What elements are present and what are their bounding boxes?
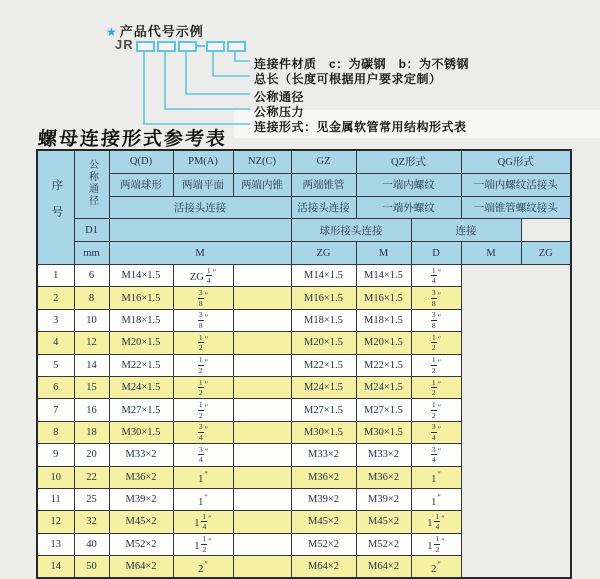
- header-q-sub: 两端球形: [109, 173, 173, 196]
- cell-qg-m: M14×1.5: [356, 264, 411, 286]
- cell-dn: 16: [74, 399, 109, 421]
- cell-m: M52×2: [109, 533, 173, 555]
- cell-zg: 2″: [173, 556, 233, 579]
- cell-dn: 22: [74, 466, 109, 488]
- cell-m: M33×2: [109, 444, 173, 466]
- cell-qg-zg: $\frac{3}{4}$ ″: [411, 421, 461, 443]
- cell-qz-d: M64×2: [291, 556, 356, 579]
- header-qg-r3: 一端锥管螺纹接头: [461, 196, 571, 219]
- cell-qg-m: M20×1.5: [356, 332, 411, 354]
- header-empty-d1: [109, 219, 291, 242]
- cell-seq: 11: [37, 488, 74, 510]
- cell-qz-d: M30×1.5: [291, 421, 356, 443]
- cell-seq: 4: [37, 332, 74, 354]
- header-qz: QZ形式: [356, 150, 461, 173]
- cell-zg: 1 $\frac{1}{4}$ ″: [173, 511, 233, 533]
- diagram-title-text: 产品代号示例: [119, 24, 204, 39]
- cell-qz-d: M22×1.5: [291, 354, 356, 376]
- header-mm: mm: [74, 242, 109, 265]
- label-connection-type: 连接形式：见金属软管常用结构形式表: [254, 120, 467, 134]
- label-connector-material: 连接件材质 c：为碳钢 b：为不锈钢: [254, 57, 470, 71]
- table-row: [37, 511, 571, 533]
- cell-seq: 13: [37, 533, 74, 555]
- table-row: [37, 332, 571, 354]
- cell-zg: $\frac{3}{4}$ ″: [173, 421, 233, 443]
- cell-qz-m: [233, 354, 291, 376]
- cell-dn: 32: [74, 511, 109, 533]
- cell-m: M45×2: [109, 511, 173, 533]
- cell-qz-d: M33×2: [291, 444, 356, 466]
- cell-qz-m: [233, 488, 291, 510]
- cell-qg-m: M18×1.5: [356, 309, 411, 331]
- cell-dn: 14: [74, 354, 109, 376]
- cell-qz-d: M24×1.5: [291, 376, 356, 398]
- table-row: [37, 556, 571, 579]
- cell-qz-d: M36×2: [291, 466, 356, 488]
- cell-qg-zg: 1″: [411, 466, 461, 488]
- cell-qz-m: [233, 376, 291, 398]
- cell-qg-zg: 1 $\frac{1}{2}$ ″: [411, 533, 461, 555]
- cell-zg: $\frac{1}{2}$ ″: [173, 354, 233, 376]
- cell-qg-zg: $\frac{3}{4}$ ″: [411, 444, 461, 466]
- table-header: [37, 150, 571, 264]
- header-qg-zg: ZG: [521, 242, 571, 265]
- cell-seq: 8: [37, 421, 74, 443]
- cell-qz-m: [233, 556, 291, 579]
- cell-m: M14×1.5: [109, 264, 173, 286]
- header-dn: 公称通径: [74, 150, 109, 219]
- cell-dn: 20: [74, 444, 109, 466]
- table-row: [37, 309, 571, 331]
- cell-qg-zg: 1 $\frac{1}{4}$ ″: [411, 511, 461, 533]
- cell-zg: 1 $\frac{1}{2}$ ″: [173, 533, 233, 555]
- table-row: [37, 488, 571, 510]
- cell-dn: 50: [74, 556, 109, 579]
- header-q: Q(D): [109, 150, 173, 173]
- header-pm-sub: 两端平面: [173, 173, 233, 196]
- label-nominal-pressure: 公称压力: [254, 105, 305, 119]
- table-row: [37, 533, 571, 555]
- header-qz-d: D: [411, 242, 461, 265]
- cell-m: M64×2: [109, 556, 173, 579]
- cell-seq: 3: [37, 309, 74, 331]
- header-m-merged: M: [109, 242, 291, 265]
- header-nz: NZ(C): [233, 150, 291, 173]
- cell-qz-d: M18×1.5: [291, 309, 356, 331]
- header-qz-r3: 一端外螺纹: [356, 196, 461, 219]
- cell-qz-m: [233, 533, 291, 555]
- cell-qg-zg: $\frac{3}{8}$ ″: [411, 287, 461, 309]
- cell-qg-m: M27×1.5: [356, 399, 411, 421]
- cell-m: M36×2: [109, 466, 173, 488]
- header-gz-unit: ZG: [291, 242, 356, 265]
- cell-qg-m: M39×2: [356, 488, 411, 510]
- cell-qg-m: M36×2: [356, 466, 411, 488]
- cell-seq: 7: [37, 399, 74, 421]
- cell-qz-d: M39×2: [291, 488, 356, 510]
- header-qz-m: M: [356, 242, 411, 265]
- cell-m: M20×1.5: [109, 332, 173, 354]
- cell-qz-d: M16×1.5: [291, 287, 356, 309]
- cell-dn: 40: [74, 533, 109, 555]
- cell-seq: 1: [37, 264, 74, 286]
- table-row: [37, 376, 571, 398]
- table-row: [37, 264, 571, 286]
- cell-zg: $\frac{3}{8}$ ″: [173, 287, 233, 309]
- table-body: [37, 264, 571, 578]
- product-code-prefix: JR: [115, 37, 134, 52]
- cell-qg-zg: 1″: [411, 488, 461, 510]
- header-seq: 序号: [37, 150, 74, 264]
- header-gz-sub: 两端锥管: [291, 173, 356, 196]
- cell-seq: 14: [37, 556, 74, 579]
- label-nominal-diameter: 公称通径: [254, 90, 305, 104]
- cell-qz-m: [233, 287, 291, 309]
- cell-dn: 25: [74, 488, 109, 510]
- cell-qz-d: M45×2: [291, 511, 356, 533]
- cell-m: M30×1.5: [109, 421, 173, 443]
- header-pm: PM(A): [173, 150, 233, 173]
- header-qz-r4: 球形接头连接: [291, 219, 411, 242]
- cell-qg-zg: $\frac{1}{2}$ ″: [411, 399, 461, 421]
- header-qg-r4: 连接: [411, 219, 521, 242]
- cell-dn: 6: [74, 264, 109, 286]
- cell-qz-m: [233, 399, 291, 421]
- cell-qg-m: M30×1.5: [356, 421, 411, 443]
- table-row: [37, 399, 571, 421]
- reference-table: [36, 149, 572, 579]
- cell-qz-m: [233, 444, 291, 466]
- cell-qg-m: M33×2: [356, 444, 411, 466]
- cell-qz-d: M20×1.5: [291, 332, 356, 354]
- cell-qg-zg: $\frac{1}{2}$ ″: [411, 354, 461, 376]
- cell-qg-m: M64×2: [356, 556, 411, 579]
- cell-qg-m: M52×2: [356, 533, 411, 555]
- label-total-length: 总长（长度可根据用户要求定制）: [254, 72, 442, 86]
- header-qg-m: M: [461, 242, 521, 265]
- cell-seq: 2: [37, 287, 74, 309]
- cell-zg: 1″: [173, 466, 233, 488]
- cell-m: M16×1.5: [109, 287, 173, 309]
- cell-zg: $\frac{1}{2}$ ″: [173, 399, 233, 421]
- cell-qz-d: M14×1.5: [291, 264, 356, 286]
- cell-m: M24×1.5: [109, 376, 173, 398]
- cell-qz-m: [233, 264, 291, 286]
- header-qg: QG形式: [461, 150, 571, 173]
- cell-seq: 10: [37, 466, 74, 488]
- cell-qz-m: [233, 511, 291, 533]
- cell-qz-d: M52×2: [291, 533, 356, 555]
- cell-dn: 12: [74, 332, 109, 354]
- header-d1: D1: [74, 219, 109, 242]
- cell-m: M39×2: [109, 488, 173, 510]
- cell-seq: 5: [37, 354, 74, 376]
- cell-seq: 9: [37, 444, 74, 466]
- cell-seq: 6: [37, 376, 74, 398]
- cell-qz-m: [233, 309, 291, 331]
- cell-m: M18×1.5: [109, 309, 173, 331]
- cell-zg: $\frac{3}{8}$ ″: [173, 309, 233, 331]
- header-gz: GZ: [291, 150, 356, 173]
- cell-qg-zg: $\frac{1}{2}$ ″: [411, 376, 461, 398]
- cell-seq: 12: [37, 511, 74, 533]
- table-row: [37, 354, 571, 376]
- cell-m: M27×1.5: [109, 399, 173, 421]
- cell-qz-m: [233, 466, 291, 488]
- cell-m: M22×1.5: [109, 354, 173, 376]
- header-nz-sub: 两端内锥: [233, 173, 291, 196]
- table-row: [37, 466, 571, 488]
- cell-zg: 1″: [173, 488, 233, 510]
- cell-zg: $\frac{1}{2}$ ″: [173, 376, 233, 398]
- header-union-row: 活接头连接: [109, 196, 291, 219]
- table-row: [37, 444, 571, 466]
- cell-qg-zg: $\frac{1}{4}$ ″: [411, 264, 461, 286]
- section-title: 螺母连接形式参考表: [37, 128, 228, 150]
- cell-qg-m: M24×1.5: [356, 376, 411, 398]
- cell-qg-zg: $\frac{3}{8}$ ″: [411, 309, 461, 331]
- header-gz-union: 活接头连接: [291, 196, 356, 219]
- cell-qz-d: M27×1.5: [291, 399, 356, 421]
- table-row: [37, 287, 571, 309]
- cell-qz-m: [233, 421, 291, 443]
- table-row: [37, 421, 571, 443]
- cell-qg-m: M45×2: [356, 511, 411, 533]
- header-qg-r2: 一端内螺纹活接头: [461, 173, 571, 196]
- cell-zg: $\frac{1}{2}$ ″: [173, 332, 233, 354]
- cell-zg: ZG $\frac{1}{4}$ ″: [173, 264, 233, 286]
- cell-qz-m: [233, 332, 291, 354]
- cell-qg-zg: 2″: [411, 556, 461, 579]
- cell-qg-m: M22×1.5: [356, 354, 411, 376]
- cell-dn: 10: [74, 309, 109, 331]
- star-icon: ★: [106, 25, 118, 39]
- cell-qg-zg: $\frac{1}{2}$ ″: [411, 332, 461, 354]
- cell-dn: 18: [74, 421, 109, 443]
- cell-zg: $\frac{3}{4}$ ″: [173, 444, 233, 466]
- cell-qg-m: M16×1.5: [356, 287, 411, 309]
- header-qz-r2: 一端内螺纹: [356, 173, 461, 196]
- cell-dn: 8: [74, 287, 109, 309]
- cell-dn: 15: [74, 376, 109, 398]
